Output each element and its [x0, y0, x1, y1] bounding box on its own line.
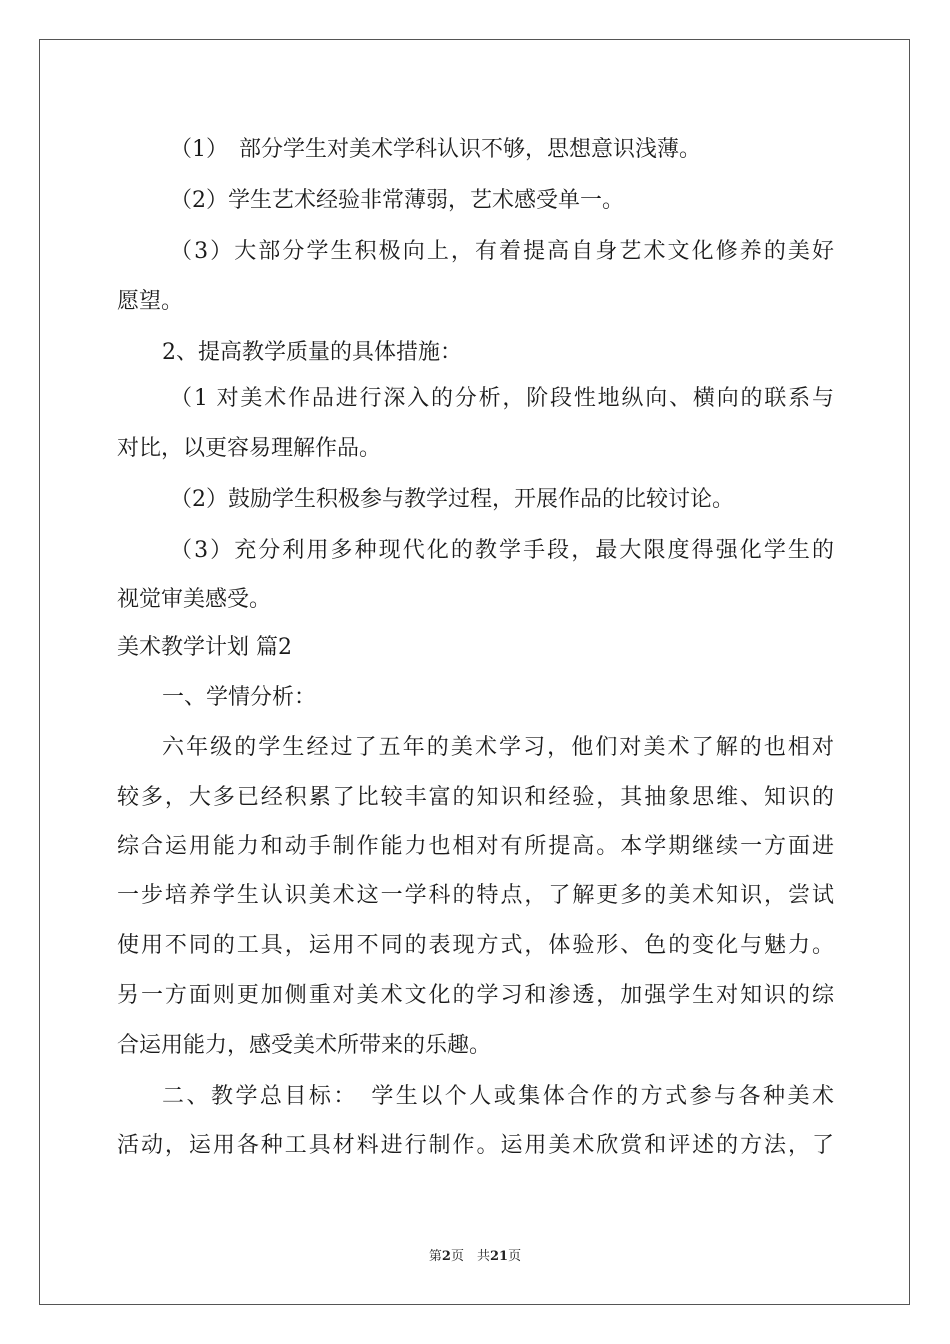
measure-item-1-cont: 对比，以更容易理解作品。 [117, 436, 382, 461]
paragraph-line: 使用不同的工具，运用不同的表现方式，体验形、色的变化与魅力。 [117, 933, 834, 958]
section-heading-analysis: 一、学情分析： [162, 685, 317, 710]
footer-page-mid: 页 共 [450, 1249, 490, 1264]
measure-item-2: （2）鼓励学生积极参与教学过程，开展作品的比较讨论。 [170, 487, 734, 512]
list-item-3: （3）大部分学生积极向上，有着提高自身艺术文化修养的美好 [170, 239, 834, 264]
page-border [39, 39, 910, 1305]
section-heading-measures: 2、提高教学质量的具体措施： [162, 340, 462, 365]
document-section-title: 美术教学计划 篇2 [117, 635, 292, 660]
paragraph-line: 合运用能力，感受美术所带来的乐趣。 [117, 1033, 492, 1058]
paragraph-line: 较多，大多已经积累了比较丰富的知识和经验，其抽象思维、知识的 [117, 785, 834, 810]
section-heading-goals: 二、教学总目标： 学生以个人或集体合作的方式参与各种美术 [162, 1084, 834, 1109]
list-item-1: （1） 部分学生对美术学科认识不够，思想意识浅薄。 [170, 137, 701, 162]
paragraph-line: 六年级的学生经过了五年的美术学习，他们对美术了解的也相对 [162, 735, 834, 760]
paragraph-line: 活动，运用各种工具材料进行制作。运用美术欣赏和评述的方法，了 [117, 1133, 834, 1158]
footer-page-current: 2 [441, 1249, 451, 1264]
page-footer [0, 1248, 950, 1266]
measure-item-3-cont: 视觉审美感受。 [117, 587, 272, 612]
measure-item-1: （1 对美术作品进行深入的分析，阶段性地纵向、横向的联系与 [170, 386, 834, 411]
footer-page-total: 21 [489, 1249, 509, 1264]
paragraph-line: 另一方面则更加侧重对美术文化的学习和渗透，加强学生对知识的综 [117, 983, 834, 1008]
list-item-2: （2）学生艺术经验非常薄弱，艺术感受单一。 [170, 188, 624, 213]
paragraph-line: 一步培养学生认识美术这一学科的特点，了解更多的美术知识，尝试 [117, 883, 834, 908]
footer-page-prefix: 第 [428, 1249, 442, 1264]
paragraph-line: 综合运用能力和动手制作能力也相对有所提高。本学期继续一方面进 [117, 834, 834, 859]
list-item-3-cont: 愿望。 [117, 289, 184, 314]
footer-page-suffix: 页 [508, 1249, 522, 1264]
measure-item-3: （3）充分利用多种现代化的教学手段，最大限度得强化学生的 [170, 538, 834, 563]
